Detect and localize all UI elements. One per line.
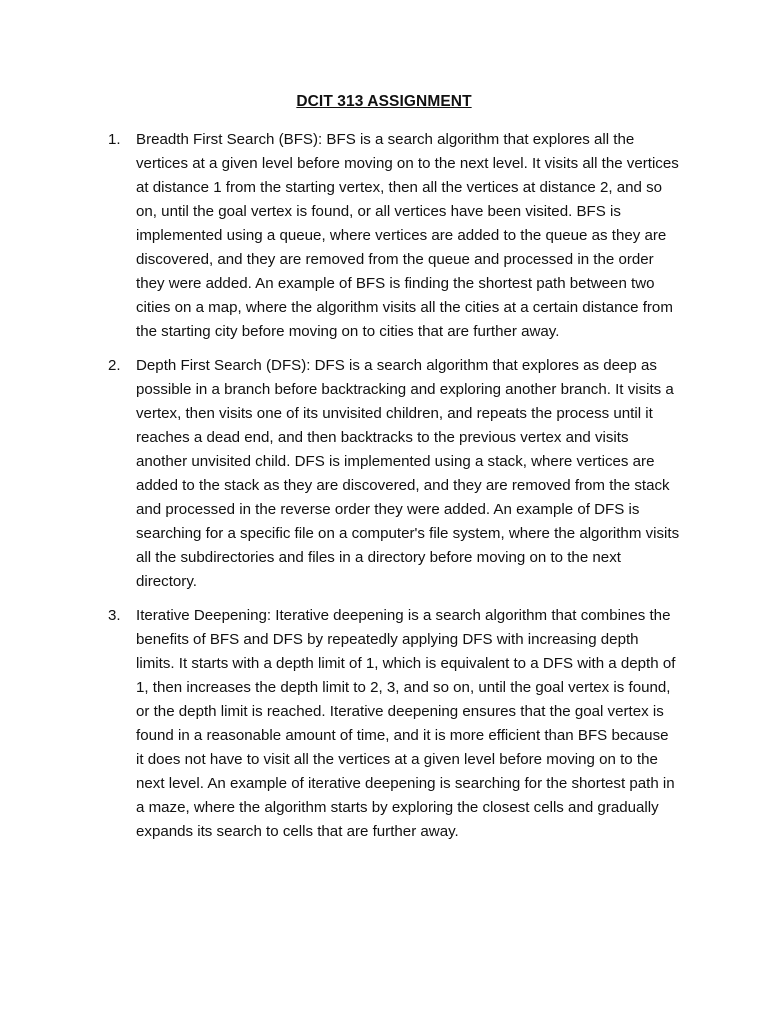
list-item xyxy=(108,354,680,594)
list-item-text: Iterative Deepening: Iterative deepening is a search algorithm that combines the benefits of BFS and DFS by repeatedly applying DFS with increasing depth limits. It starts with a depth limit of 1, which is equivalent to a DFS with a depth of 1, then increases the depth limit to 2, 3, and so on, until the goal vertex is found, or the depth limit is reached. Iterative deepening ensures that the goal vertex is found in a reasonable amount of time, and it is more efficient than BFS because it does not have to visit all the vertices at a given level before moving on to the next level. An example of iterative deepening is searching for the shortest path in a maze, where the algorithm starts by exploring the closest cells and gradually expands its search to cells that are further away. xyxy=(136,607,676,840)
document-title: DCIT 313 ASSIGNMENT xyxy=(296,93,472,110)
list-item-text: Breadth First Search (BFS): BFS is a search algorithm that explores all the vertices at a given level before moving on to the next level. It visits all the vertices at distance 1 from the starting vertex, then all the vertices at distance 2, and so on, until the goal vertex is found, or all vertices have been visited. BFS is implemented using a queue, where vertices are added to the queue as they are discovered, and they are removed from the queue and processed in the order they were added. An example of BFS is finding the shortest path between two cities on a map, where the algorithm visits all the cities at a certain distance from the starting city before moving on to cities that are further away. xyxy=(136,131,679,340)
list-item-number: 1. xyxy=(108,131,121,148)
list-item-number: 2. xyxy=(108,357,121,374)
list-item-text: Depth First Search (DFS): DFS is a search algorithm that explores as deep as possible in a branch before backtracking and exploring another branch. It visits a vertex, then visits one of its unvisited children, and repeats the process until it reaches a dead end, and then backtracks to the previous vertex and visits another unvisited child. DFS is implemented using a stack, where vertices are added to the stack as they are discovered, and they are removed from the stack and processed in the reverse order they were added. An example of DFS is searching for a specific file on a computer's file system, where the algorithm visits all the subdirectories and files in a directory before moving on to the next directory. xyxy=(136,357,680,590)
list-item xyxy=(108,128,680,344)
list-item xyxy=(108,604,680,844)
list-item-number: 3. xyxy=(108,607,121,624)
numbered-list xyxy=(108,128,680,844)
